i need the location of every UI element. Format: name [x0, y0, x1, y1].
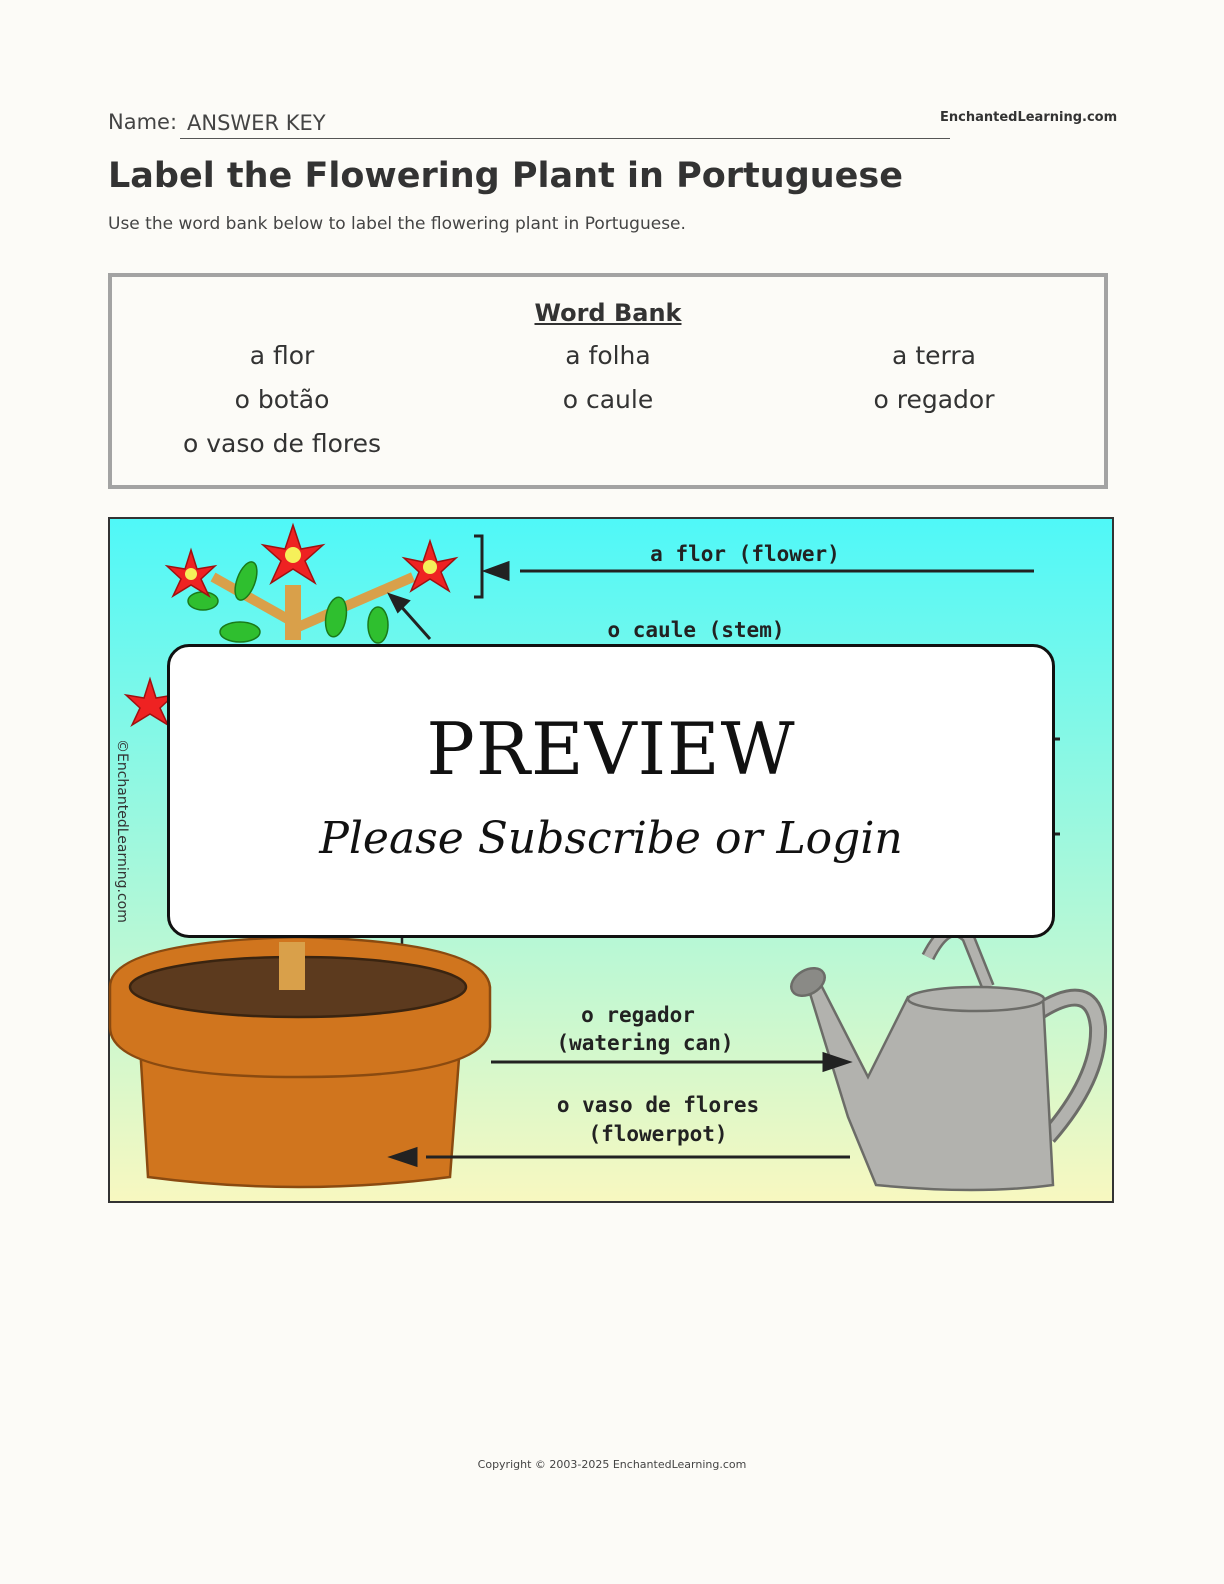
word-bank [108, 273, 1108, 489]
copyright: Copyright © 2003-2025 EnchantedLearning.com [477, 1458, 747, 1471]
preview-overlay[interactable] [167, 644, 1055, 938]
site-name: EnchantedLearning.com [940, 110, 1118, 125]
instructions: Use the word bank below to label the flowering plant in Portuguese. [108, 214, 686, 234]
label-flowerpot-translation: (flowerpot) [588, 1122, 728, 1146]
label-flowerpot: o vaso de flores [556, 1093, 760, 1117]
label-stem: o caule (stem) [607, 618, 785, 642]
subscribe-login-prompt[interactable]: Please Subscribe or Login [319, 813, 903, 864]
word-bank-title: Word Bank [534, 299, 682, 327]
name-underline [180, 138, 950, 139]
label-flower: a flor (flower) [650, 542, 840, 566]
side-credit: ©EnchantedLearning.com [114, 739, 130, 923]
label-watering-can: o regador [581, 1003, 695, 1027]
page-title: Label the Flowering Plant in Portuguese [108, 156, 903, 196]
word-bank-word: o vaso de flores [183, 429, 381, 458]
preview-title: PREVIEW [426, 707, 796, 791]
word-bank-word: o botão [234, 385, 330, 414]
name-value: ANSWER KEY [187, 111, 326, 135]
word-bank-word: a flor [249, 341, 315, 370]
word-bank-word: a terra [892, 341, 976, 370]
label-watering-can-translation: (watering can) [556, 1031, 734, 1055]
word-bank-word: o regador [873, 385, 995, 414]
name-label: Name: [108, 110, 178, 134]
word-bank-word: o caule [562, 385, 654, 414]
word-bank-word: a folha [565, 341, 651, 370]
